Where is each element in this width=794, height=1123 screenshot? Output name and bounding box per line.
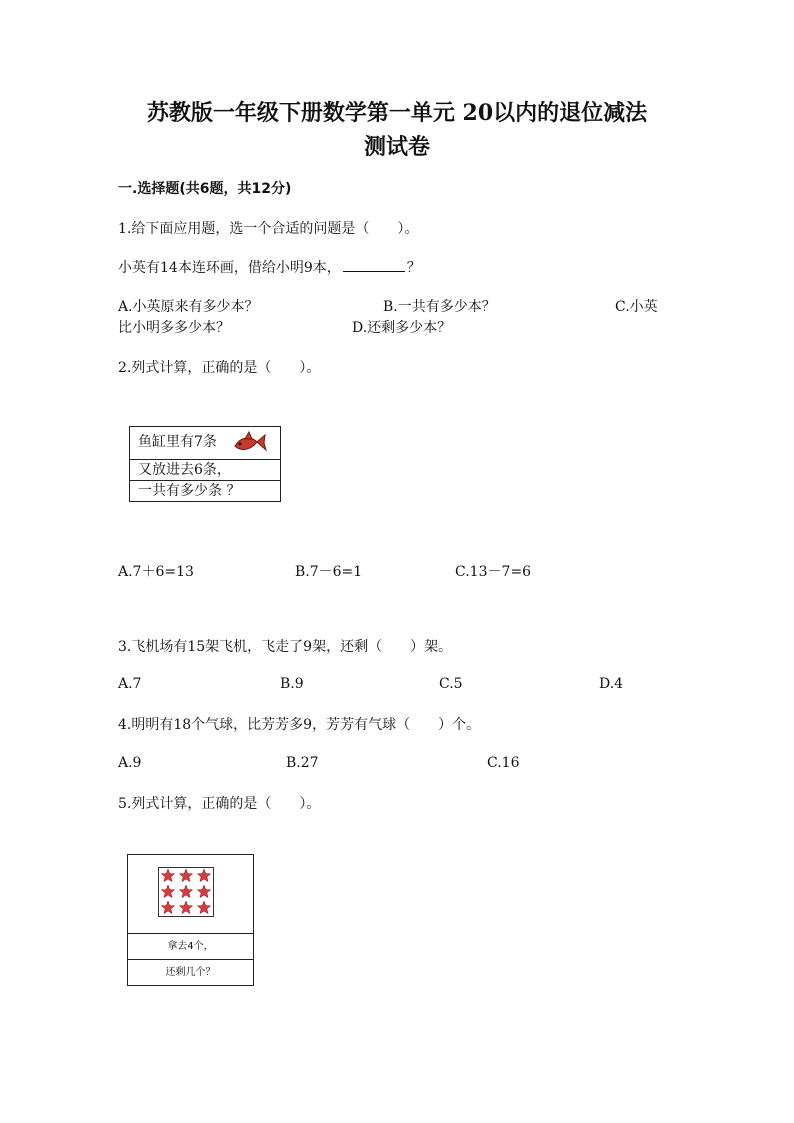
star-icon xyxy=(197,885,210,898)
q1-option-c-continued: 比小明多多少本？ xyxy=(118,320,230,336)
q4-option-a[interactable]: A.9 xyxy=(118,755,142,771)
q3-option-d[interactable]: D.4 xyxy=(599,676,624,692)
q2-table-text-1: 鱼缸里有7条 xyxy=(138,434,217,450)
star-icon xyxy=(161,885,174,898)
star-icon xyxy=(161,901,174,914)
star-icon xyxy=(179,885,192,898)
q4-option-b[interactable]: B.27 xyxy=(286,755,319,771)
q5-picture-cell xyxy=(128,855,253,934)
q5-table-row-1: 拿去4个， xyxy=(128,934,253,960)
section-heading: 一.选择题(共6题，共12分) xyxy=(118,181,292,197)
star-icon xyxy=(197,869,210,882)
answer-blank[interactable] xyxy=(343,259,405,272)
q2-table-row-2: 又放进去6条， xyxy=(130,460,280,481)
q1-option-d[interactable]: D.还剩多少本？ xyxy=(352,320,452,336)
question-3-stem: 3.飞机场有15架飞机，飞走了9架，还剩（ ）架。 xyxy=(118,639,453,655)
q3-option-a[interactable]: A.7 xyxy=(118,676,142,692)
q2-option-a[interactable]: A.7＋6=13 xyxy=(118,564,194,580)
q2-option-c[interactable]: C.13－7=6 xyxy=(455,564,532,580)
q2-table-row-1 xyxy=(130,427,280,460)
q5-problem-table xyxy=(127,854,254,986)
star-icon xyxy=(197,901,210,914)
question-1-context-mark: ？ xyxy=(406,260,421,276)
star-icon xyxy=(161,869,174,882)
question-1-context xyxy=(118,257,421,277)
q1-option-b[interactable]: B.一共有多少本？ xyxy=(383,299,496,315)
star-icon xyxy=(179,869,192,882)
q5-table-row-2: 还剩几个？ xyxy=(165,967,216,978)
q1-option-a[interactable]: A.小英原来有多少本？ xyxy=(118,299,259,315)
stars-drawing xyxy=(159,868,213,916)
question-5-stem: 5.列式计算，正确的是（ ）。 xyxy=(118,796,321,812)
q2-option-b[interactable]: B.7－6=1 xyxy=(295,564,363,580)
q3-option-c[interactable]: C.5 xyxy=(439,676,463,692)
question-1-stem: 1.给下面应用题，选一个合适的问题是（ ）。 xyxy=(118,221,419,237)
page-title-line2: 测试卷 xyxy=(363,134,430,160)
question-1-context-text: 小英有14本连环画，借给小明9本， xyxy=(118,260,341,276)
q3-option-b[interactable]: B.9 xyxy=(280,676,304,692)
question-2-stem: 2.列式计算，正确的是（ ）。 xyxy=(118,360,321,376)
question-4-stem: 4.明明有18个气球，比芳芳多9，芳芳有气球（ ）个。 xyxy=(118,717,481,733)
star-grid xyxy=(158,867,214,917)
star-icon xyxy=(179,901,192,914)
q2-problem-table xyxy=(129,426,281,502)
q4-option-c[interactable]: C.16 xyxy=(487,755,520,771)
q1-option-c[interactable]: C.小英 xyxy=(615,299,658,315)
q2-table-row-3: 一共有多少条 ？ xyxy=(138,483,241,499)
page-title-line1: 苏教版一年级下册数学第一单元 20以内的退位减法 xyxy=(146,100,648,126)
